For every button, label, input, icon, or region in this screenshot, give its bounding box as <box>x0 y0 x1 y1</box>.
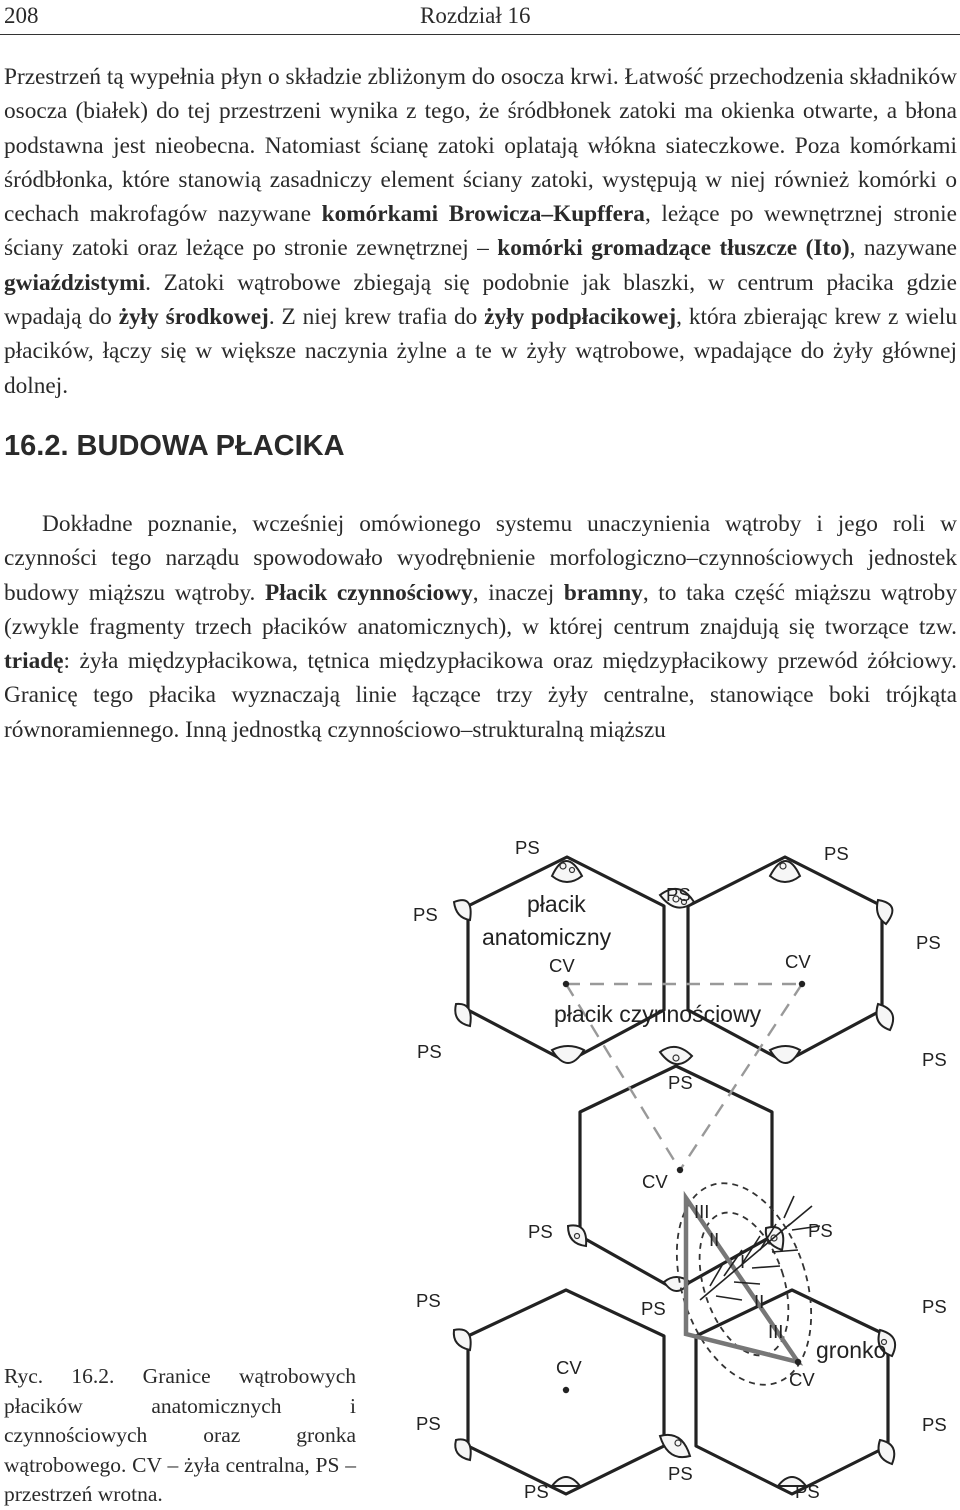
ps-label: PS <box>795 1481 820 1502</box>
ps-label: PS <box>416 1413 441 1434</box>
text-run: , leżące po wewnętrznej stronie ściany zatoki oraz leżące po stronie zewnętrznej – <box>4 201 957 262</box>
chapter-title: Rozdział 16 <box>420 3 531 28</box>
text-run: , inaczej <box>472 579 564 606</box>
hexagon-bottom-right <box>696 1290 888 1494</box>
portal-space-blob <box>455 1004 470 1026</box>
anatomical-lobule-label-1: płacik <box>527 891 586 917</box>
ps-label: PS <box>416 1290 441 1311</box>
zone-label-i: I <box>740 1251 746 1272</box>
ps-label: PS <box>413 904 438 925</box>
paragraph-lobule <box>4 507 957 747</box>
zone-label-ii: II <box>709 1229 720 1250</box>
ps-label: PS <box>922 1049 947 1070</box>
ps-label: PS <box>668 1463 693 1484</box>
text-run: , to taka część miąższu wątroby (zwykle fragmenty trzech płacików anatomicznych), w której centrum znajdują się tworzące tzw. <box>4 579 957 640</box>
term-functional-lobule: Płacik czynnościowy <box>265 579 473 606</box>
ps-label: PS <box>922 1414 947 1435</box>
text-run: Przestrzeń tą wypełnia płyn o składzie zbliżonym do osocza krwi. Łatwość przechodzenia składników osocza (białek) do tej przestrzeni wynika z tego, że śródbłonek zatoki ma okienka otwarte, a błona podstawna jest nieobecna. Natomiast ścianę zatoki oplatają włókna siateczkowe. Poza komórkami śródbłonka, które stanowią zasadniczy element ściany zatoki, występują w niej również komórki o cechach makrofagów nazywane <box>4 64 957 228</box>
central-vein-dot <box>563 1387 569 1393</box>
term-central-vein: żyły środkowej <box>118 304 269 331</box>
central-vein-dot <box>677 1167 683 1173</box>
ps-label: PS <box>668 1072 693 1093</box>
ps-label: PS <box>666 884 691 905</box>
portal-space-blob <box>568 1225 586 1246</box>
cv-label: CV <box>556 1357 582 1378</box>
ps-label: PS <box>922 1296 947 1317</box>
cv-label: CV <box>789 1369 815 1390</box>
central-vein-dot <box>799 981 805 987</box>
central-vein-dot <box>795 1359 801 1365</box>
term-ito-cells: komórki gromadzące tłuszcze (Ito) <box>497 235 850 262</box>
text-run: , nazywane <box>849 235 958 262</box>
anatomical-lobule-label-2: anatomiczny <box>482 924 612 950</box>
portal-space-blob <box>770 1046 800 1063</box>
figure-caption: Ryc. 16.2. Granice wątrobowych płacików anatomicznych i czynnościowych oraz gronka wątrobowego. CV – żyła centralna, PS – przestrzeń wrotna. <box>4 1364 356 1507</box>
ps-label: PS <box>417 1041 442 1062</box>
term-stellate: gwiaździstymi <box>4 269 146 296</box>
term-kupffer-cells: komórkami Browicza–Kupffera <box>321 201 645 228</box>
portal-space-blob <box>660 1435 690 1457</box>
text-run: , która zbierając krew z wielu płacików, łączy się w większe naczynia żylne a te w żyły wątrobowe, wpadające do żyły głównej dolnej. <box>4 304 957 399</box>
portal-space-blob <box>877 900 892 924</box>
portal-space-blob <box>552 1477 580 1486</box>
header-rule <box>0 34 960 35</box>
portal-space-blob <box>454 900 471 920</box>
zone-label-ii: II <box>754 1291 765 1312</box>
ps-label: PS <box>528 1221 553 1242</box>
ps-label: PS <box>808 1220 833 1241</box>
ps-label: PS <box>524 1481 549 1502</box>
portal-space-blob <box>552 1046 584 1063</box>
portal-space-blob <box>552 861 582 882</box>
paragraph-sinusoids <box>4 60 957 403</box>
portal-space-blob <box>454 1329 471 1350</box>
acinus-label: gronko <box>816 1337 887 1363</box>
page-number: 208 <box>4 3 39 28</box>
cv-label: CV <box>785 951 811 972</box>
ps-label: PS <box>515 837 540 858</box>
text-run: . Z niej krew trafia do <box>268 304 485 331</box>
term-triad: triadę <box>4 648 64 675</box>
text-run: . Zatoki wątrobowe zbiegają się podobnie jak blaszki, w centrum płacika gdzie wpadają do <box>4 269 957 331</box>
liver-lobule-diagram <box>400 822 956 1502</box>
functional-lobule-label: płacik czynnościowy <box>554 1001 762 1027</box>
page-header <box>0 0 960 34</box>
portal-space-blob <box>455 1439 470 1460</box>
term-portal: bramny <box>563 579 643 606</box>
text-run: : żyła międzypłacikowa, tętnica międzypłacikowa oraz międzypłacikowy przewód żółciowy. Granicę tego płacika wyznaczają linie łączące trzy żyły centralne, stanowiące boki trójkąta równoramiennego. Inną jednostką czynnościowo–strukturalną miąższu <box>4 648 957 743</box>
cv-label: CV <box>642 1171 668 1192</box>
portal-space-blob <box>879 1440 895 1464</box>
zone-label-iii: III <box>768 1321 784 1342</box>
portal-space-blob <box>766 1227 783 1250</box>
portal-space-blob <box>877 1004 894 1030</box>
term-sublobular-vein: żyły podpłacikowej <box>484 304 677 331</box>
ps-label: PS <box>824 843 849 864</box>
text-run: Dokładne poznanie, wcześniej omówionego systemu unaczynienia wątroby i jego roli w czynności tego narządu spowodowało wyodrębnienie morfologiczno–czynnościowych jednostek budowy miąższu wątroby. <box>4 511 957 606</box>
zone-label-iii: III <box>694 1201 710 1222</box>
ps-label: PS <box>641 1298 666 1319</box>
central-vein-dot <box>563 981 569 987</box>
ps-label: PS <box>916 932 941 953</box>
cv-label: CV <box>549 955 575 976</box>
section-heading: 16.2. BUDOWA PŁACIKA <box>4 430 345 462</box>
